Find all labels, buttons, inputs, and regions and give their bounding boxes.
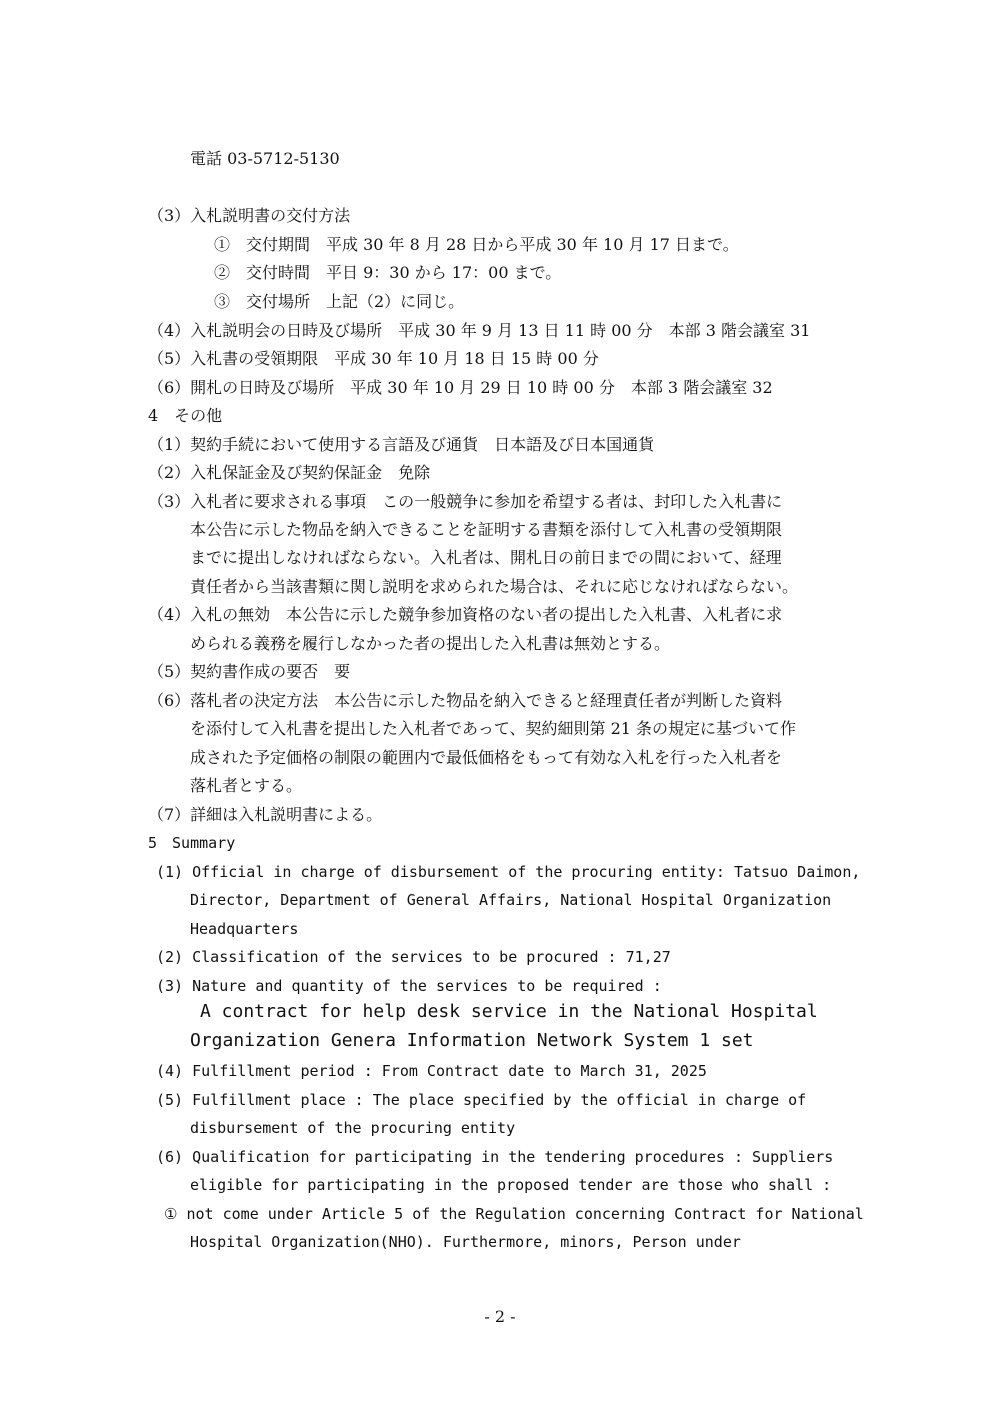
summary-3-value-line-1: A contract for help desk service in the National Hospital	[200, 1001, 818, 1022]
summary-6-item-1-line-1: ① not come under Article 5 of the Regulation concerning Contract for National	[164, 1205, 864, 1223]
item-4-3-line-2: 本公告に示した物品を納入できることを証明する書類を添付して入札書の受領期限	[190, 520, 783, 539]
item-4-4-line-2: められる義務を履行しなかった者の提出した入札書は無効とする。	[190, 634, 671, 653]
summary-3-value-line-2: Organization Genera Information Network System 1 set	[190, 1030, 754, 1051]
summary-1-line-1: (1) Official in charge of disbursement of the procuring entity: Tatsuo Daimon,	[156, 863, 861, 881]
item-3-5: （5）入札書の受領期限 平成 30 年 10 月 18 日 15 時 00 分	[148, 349, 599, 368]
summary-1-line-3: Headquarters	[190, 920, 299, 938]
summary-5-line-2: disbursement of the procuring entity	[190, 1119, 516, 1137]
item-4-6-line-4: 落札者とする。	[190, 776, 303, 795]
item-4-4-line-1: （4）入札の無効 本公告に示した競争参加資格のない者の提出した入札書、入札者に求	[148, 605, 783, 624]
summary-4: (4) Fulfillment period : From Contract date to March 31, 2025	[156, 1062, 707, 1080]
item-4-3-line-3: までに提出しなければならない。入札者は、開札日の前日までの間において、経理	[190, 548, 782, 567]
section-4-heading: 4 その他	[148, 406, 223, 425]
summary-6-line-1: (6) Qualification for participating in the tendering procedures : Suppliers	[156, 1148, 834, 1166]
item-3-3-heading: （3）入札説明書の交付方法	[148, 206, 351, 225]
item-3-3-3: ③ 交付場所 上記（2）に同じ。	[214, 292, 465, 311]
item-4-6-line-3: 成された予定価格の制限の範囲内で最低価格をもって有効な入札を行った入札者を	[190, 748, 783, 767]
item-4-6-line-1: （6）落札者の決定方法 本公告に示した物品を納入できると経理責任者が判断した資料	[148, 691, 783, 710]
summary-3: (3) Nature and quantity of the services to be required :	[156, 977, 662, 995]
phone-line: 電話 03-5712-5130	[190, 149, 340, 168]
item-4-3-line-1: （3）入札者に要求される事項 この一般競争に参加を希望する者は、封印した入札書に	[148, 492, 783, 511]
page-number: - 2 -	[484, 1307, 516, 1326]
summary-6-item-1-line-2: Hospital Organization(NHO). Furthermore, minors, Person under	[190, 1233, 741, 1251]
item-4-1: （1）契約手続において使用する言語及び通貨 日本語及び日本国通貨	[148, 435, 655, 454]
item-4-7: （7）詳細は入札説明書による。	[148, 805, 383, 824]
item-4-5: （5）契約書作成の要否 要	[148, 662, 351, 681]
summary-1-line-2: Director, Department of General Affairs, National Hospital Organization	[190, 891, 832, 909]
item-4-2: （2）入札保証金及び契約保証金 免除	[148, 463, 431, 482]
summary-5-line-1: (5) Fulfillment place : The place specified by the official in charge of	[156, 1091, 807, 1109]
item-3-4: （4）入札説明会の日時及び場所 平成 30 年 9 月 13 日 11 時 00 分 本部 3 階会議室 31	[148, 321, 811, 340]
section-5-heading: 5 Summary	[148, 834, 236, 852]
item-3-6: （6）開札の日時及び場所 平成 30 年 10 月 29 日 10 時 00 分 本部 3 階会議室 32	[148, 378, 773, 397]
summary-6-line-2: eligible for participating in the proposed tender are those who shall :	[190, 1176, 832, 1194]
item-3-3-2: ② 交付時間 平日 9：30 から 17：00 まで。	[214, 263, 562, 282]
item-4-6-line-2: を添付して入札書を提出した入札者であって、契約細則第 21 条の規定に基づいて作	[190, 719, 797, 738]
item-4-3-line-4: 責任者から当該書類に関し説明を求められた場合は、それに応じなければならない。	[190, 577, 799, 596]
item-3-3-1: ① 交付期間 平成 30 年 8 月 28 日から平成 30 年 10 月 17 日まで。	[214, 235, 739, 254]
summary-2: (2) Classification of the services to be procured : 71,27	[156, 948, 671, 966]
